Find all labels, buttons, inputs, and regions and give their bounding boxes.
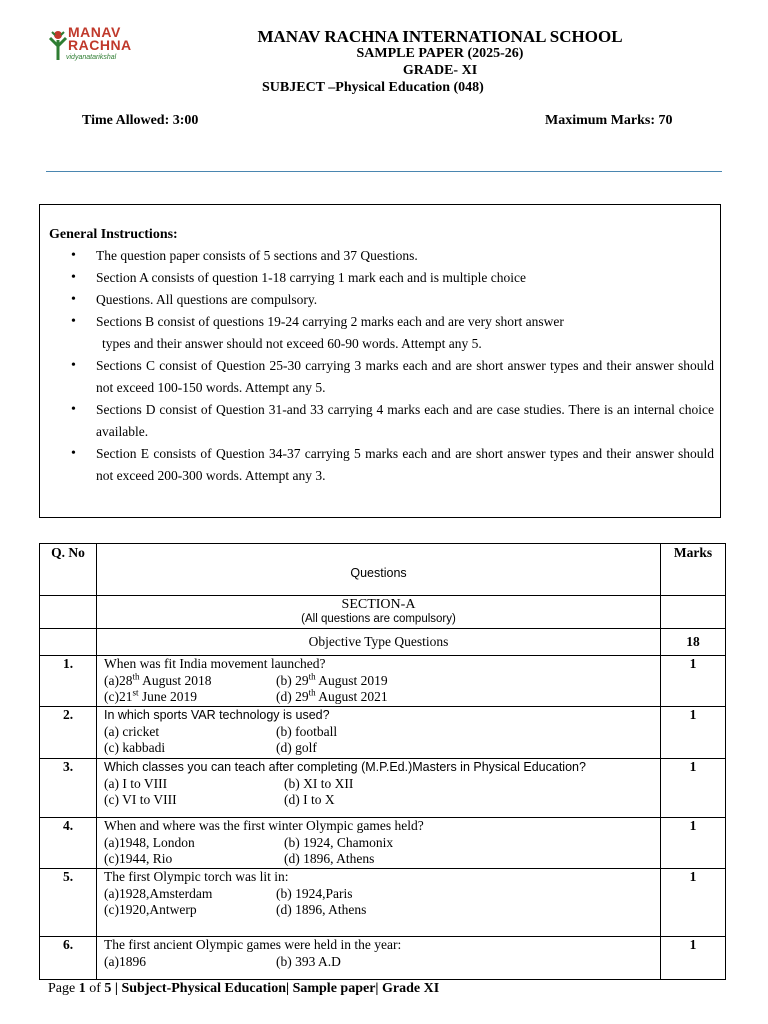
question-number: 6. [40, 937, 97, 980]
section-cell [97, 596, 661, 629]
option-c-rest: June 2019 [138, 689, 197, 705]
subject-title: SUBJECT –Physical Education (048) [262, 80, 484, 95]
footer-of-word: of [85, 981, 105, 996]
options-row [104, 835, 660, 852]
option-b-rest: August 2019 [315, 672, 388, 688]
section-empty-cell [40, 596, 97, 629]
options-row [104, 740, 660, 757]
option-b: (b) XI to XII [284, 775, 354, 791]
options-row [104, 776, 660, 793]
table-row [40, 707, 726, 759]
question-number: 3. [40, 759, 97, 818]
option-a: (a) I to VIII [104, 775, 168, 791]
instruction-item: • Sections B consist of questions 19-24 carrying 2 marks each and are very short answer [40, 311, 722, 333]
instruction-item: • The question paper consists of 5 sections and 37 Questions. [40, 245, 722, 267]
footer-page-word: Page [48, 981, 79, 996]
instruction-item: • Section E consists of Question 34-37 carrying 5 marks each and are short answer types and their answer should not exceed 200-300 words. Attempt any 3. [40, 443, 722, 487]
option-a [104, 673, 276, 690]
options-row [104, 673, 660, 690]
options-row [104, 792, 660, 809]
option-a: (a)1896 [104, 953, 146, 969]
question-number: 2. [40, 707, 97, 759]
header-qno: Q. No [40, 544, 97, 596]
option-d-rest: August 2021 [315, 689, 388, 705]
option-d: (d) 1896, Athens [284, 851, 375, 867]
section-row [40, 596, 726, 629]
school-name: MANAV RACHNA INTERNATIONAL SCHOOL [257, 27, 623, 46]
question-marks: 1 [661, 818, 726, 869]
option-b: (b) 393 A.D [276, 953, 341, 969]
table-row [40, 869, 726, 937]
option-c-sup: st [132, 687, 139, 698]
question-cell [97, 759, 661, 818]
question-cell [97, 707, 661, 759]
header-marks: Marks [661, 544, 726, 596]
option-d: (d) 1896, Athens [276, 902, 367, 918]
option-a-text: (a)28 [104, 672, 133, 688]
option-b: (b) 1924,Paris [276, 885, 353, 901]
objective-label: Objective Type Questions [97, 629, 661, 656]
question-marks: 1 [661, 759, 726, 818]
option-c: (c) VI to VIII [104, 792, 177, 808]
header-questions [97, 544, 661, 596]
question-cell [97, 937, 661, 980]
instructions-title: General Instructions: [49, 227, 178, 242]
option-b-sup: th [308, 671, 316, 682]
instruction-item: • Sections D consist of Question 31-and 33 carrying 4 marks each and are case studies. There is an internal choice available. [40, 399, 722, 443]
instruction-item: • Sections C consist of Question 25-30 carrying 3 marks each and are short answer types and their answer should not exceed 100-150 words. Attempt any 5. [40, 355, 722, 399]
option-b: (b) 1924, Chamonix [284, 834, 394, 850]
instruction-item: types and their answer should not exceed 60-90 words. Attempt any 5. [102, 336, 482, 351]
option-b: (b) football [276, 723, 338, 739]
instruction-item: • Questions. All questions are compulsory. [40, 289, 722, 311]
option-c-text: (c)21 [104, 689, 133, 705]
option-d: (d) I to X [284, 792, 335, 808]
instructions-list [40, 245, 722, 487]
question-cell [97, 818, 661, 869]
sample-paper-title: SAMPLE PAPER (2025-26) [356, 46, 524, 61]
option-c [104, 689, 276, 706]
question-cell [97, 656, 661, 707]
objective-row [40, 629, 726, 656]
question-number: 4. [40, 818, 97, 869]
table-row [40, 759, 726, 818]
options-row [104, 902, 660, 919]
options-row [104, 851, 660, 868]
option-c: (c)1920,Antwerp [104, 902, 197, 918]
option-c: (c)1944, Rio [104, 851, 173, 867]
footer-page-total: 5 [104, 981, 112, 996]
question-text: The first Olympic torch was lit in: [104, 869, 289, 884]
instruction-item: • Section A consists of question 1-18 carrying 1 mark each and is multiple choice [40, 267, 722, 289]
logo-tagline: vidyanatarikshal [66, 54, 117, 61]
objective-empty-cell [40, 629, 97, 656]
option-a: (a)1948, London [104, 834, 195, 850]
question-cell [97, 869, 661, 937]
page-footer [48, 981, 439, 997]
table-row [40, 818, 726, 869]
section-marks-empty [661, 596, 726, 629]
question-marks: 1 [661, 937, 726, 980]
header-divider [46, 171, 722, 172]
option-d: (d) golf [276, 740, 317, 756]
option-a-rest: August 2018 [139, 672, 212, 688]
objective-marks: 18 [661, 629, 726, 656]
option-d-sup: th [308, 687, 316, 698]
question-text: When and where was the first winter Olympic games held? [104, 818, 424, 833]
section-title: SECTION-A [341, 597, 416, 612]
question-marks: 1 [661, 869, 726, 937]
table-row [40, 656, 726, 707]
options-row [104, 724, 660, 741]
question-number: 1. [40, 656, 97, 707]
logo-line2: RACHNA [68, 37, 132, 53]
grade-title: GRADE- XI [402, 63, 478, 78]
questions-table [39, 543, 726, 980]
option-c: (c) kabbadi [104, 740, 166, 756]
question-number: 5. [40, 869, 97, 937]
options-row [104, 886, 660, 903]
option-d [276, 689, 388, 706]
question-text: Which classes you can teach after completing (M.P.Ed.)Masters in Physical Education? [104, 760, 586, 774]
table-row [40, 937, 726, 980]
question-text: In which sports VAR technology is used? [104, 708, 330, 722]
question-text: When was fit India movement launched? [104, 656, 326, 671]
option-d-text: (d) 29 [276, 689, 309, 705]
question-marks: 1 [661, 656, 726, 707]
option-a-sup: th [132, 671, 140, 682]
option-a: (a)1928,Amsterdam [104, 885, 213, 901]
option-b-text: (b) 29 [276, 672, 309, 688]
option-a: (a) cricket [104, 723, 160, 739]
table-header-row [40, 544, 726, 596]
option-b [276, 673, 388, 690]
time-allowed: Time Allowed: 3:00 [82, 113, 199, 128]
maximum-marks: Maximum Marks: 70 [545, 113, 673, 128]
question-marks: 1 [661, 707, 726, 759]
options-row [104, 954, 660, 971]
footer-page-number: 1 [78, 981, 86, 996]
section-note: (All questions are compulsory) [301, 613, 456, 625]
options-row [104, 689, 660, 706]
logo-line1: MANAV [68, 24, 121, 40]
question-text: The first ancient Olympic games were held in the year: [104, 937, 402, 952]
general-instructions-box [39, 204, 721, 518]
header-questions-label: Questions [350, 565, 407, 580]
footer-subject-text: | Subject-Physical Education| Sample paper| Grade XI [111, 981, 440, 996]
